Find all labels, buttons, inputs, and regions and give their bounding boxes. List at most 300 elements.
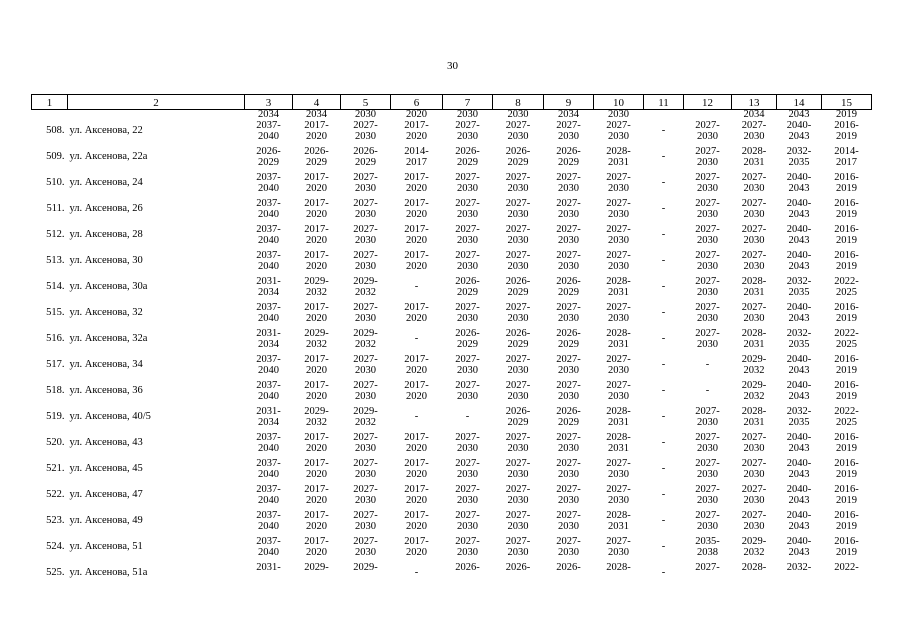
table-cell: 2027- 2030 (505, 484, 531, 506)
table-cell: 2040- 2043 (786, 354, 812, 376)
table-cell: 2017- 2020 (304, 302, 329, 324)
table-cell: 2027- 2030 (695, 406, 720, 428)
table-cell: 2027- 2030 (353, 224, 378, 246)
table-cell: 2017- 2020 (404, 536, 429, 558)
table-row (32, 537, 872, 563)
table-cell: 2027- 2030 (353, 484, 378, 506)
table-cell: 2027- 2030 (556, 380, 581, 402)
address: ул. Аксенова, 36 (69, 385, 143, 396)
table-cell: 2027- 2030 (741, 484, 767, 506)
table-cell: 2026- (505, 562, 531, 573)
table-cell: 2017- 2020 (304, 458, 329, 480)
address: ул. Аксенова, 26 (69, 203, 143, 214)
table-row (32, 173, 872, 199)
table-cell: 2037- 2040 (256, 484, 281, 506)
table-cell: 2028- 2031 (606, 432, 631, 454)
table-cell: 2022- 2025 (834, 406, 859, 428)
table-cell: 2027- 2030 (455, 172, 480, 194)
address: ул. Аксенова, 32 (69, 307, 143, 318)
table-cell: 2029- 2032 (353, 406, 378, 428)
table-cell: 2031- 2034 (256, 406, 281, 428)
table-cell: 2027- (695, 562, 720, 573)
address: ул. Аксенова, 40/5 (69, 411, 151, 422)
table-cell: 2026- 2029 (304, 146, 329, 168)
column-header: 1 (32, 95, 68, 110)
table-cell: 2040- 2043 (786, 172, 812, 194)
row-number: 519. (46, 411, 65, 422)
table-cell: 2028- 2031 (741, 146, 767, 168)
table-cell: 2027- 2030 (741, 172, 767, 194)
table-cell: 2020 (406, 109, 427, 120)
table-row (32, 199, 872, 225)
table-cell: 2030 (507, 109, 529, 120)
table-cell: 2027- 2030 (695, 172, 720, 194)
table-cell: 2040- 2043 (786, 224, 812, 246)
table-cell: 2026- 2029 (353, 146, 378, 168)
column-header: 11 (644, 95, 684, 110)
table-cell: 2017- 2020 (404, 510, 429, 532)
column-header: 15 (822, 95, 872, 110)
table-cell: 2027- 2030 (695, 250, 720, 272)
table-cell: 2029- 2032 (741, 354, 767, 376)
table-cell: 2027- 2030 (353, 458, 378, 480)
table-cell: 2027- 2030 (455, 224, 480, 246)
table-cell: 2027- 2030 (455, 484, 480, 506)
table-cell: 2016- 2019 (834, 432, 859, 454)
table-cell: 2027- 2030 (353, 380, 378, 402)
table-cell: 2037- 2040 (256, 536, 281, 558)
table-cell: 2027- 2030 (455, 510, 480, 532)
column-header: 4 (293, 95, 341, 110)
table-cell: - (661, 411, 666, 422)
table-cell: 2027- 2030 (505, 224, 531, 246)
row-number: 514. (46, 281, 65, 292)
table-cell: 2026- 2029 (556, 276, 581, 298)
table-cell: 2037- 2040 (256, 380, 281, 402)
table-cell: 2027- 2030 (695, 484, 720, 506)
table-cell: - (661, 177, 666, 188)
table-cell: 2028- 2031 (741, 328, 767, 350)
row-number: 509. (46, 151, 65, 162)
address: ул. Аксенова, 24 (69, 177, 143, 188)
address: ул. Аксенова, 22а (69, 151, 148, 162)
table-cell: 2026- 2029 (455, 276, 480, 298)
table-row (32, 511, 872, 537)
table-cell: 2027- 2030 (353, 198, 378, 220)
table-cell: 2034 (258, 109, 279, 120)
table-cell: 2027- 2030 (556, 536, 581, 558)
table-cell: 2027- 2030 (606, 354, 631, 376)
column-header: 13 (732, 95, 777, 110)
row-number: 515. (46, 307, 65, 318)
table-cell: 2017- 2020 (404, 120, 429, 142)
table-cell: 2016- 2019 (834, 510, 859, 532)
table-cell: 2016- 2019 (834, 120, 859, 142)
table-cell: 2027- 2030 (741, 458, 767, 480)
table-cell: 2037- 2040 (256, 302, 281, 324)
table-cell: 2016- 2019 (834, 536, 859, 558)
table-cell: 2022- (834, 562, 859, 573)
table-cell: 2027- 2030 (695, 432, 720, 454)
table-cell: 2016- 2019 (834, 224, 859, 246)
row-number: 520. (46, 437, 65, 448)
table-cell: 2027- 2030 (505, 380, 531, 402)
table-cell (644, 110, 684, 122)
table-row (32, 303, 872, 329)
table-cell: 2037- 2040 (256, 458, 281, 480)
address: ул. Аксенова, 32а (69, 333, 148, 344)
column-header: 12 (684, 95, 732, 110)
table-cell: 2027- 2030 (695, 276, 720, 298)
table-cell: 2026- 2029 (505, 406, 531, 428)
table-cell: 2034 (743, 109, 765, 120)
table-cell: 2027- 2030 (695, 224, 720, 246)
table-cell: 2027- 2030 (505, 510, 531, 532)
table-cell: 2037- 2040 (256, 354, 281, 376)
table-cell: 2040- 2043 (786, 302, 812, 324)
row-number: 522. (46, 489, 65, 500)
table-cell: 2027- 2030 (505, 198, 531, 220)
table-cell: 2027- 2030 (556, 484, 581, 506)
table-cell: 2027- 2030 (505, 458, 531, 480)
table-cell: 2029- (304, 562, 329, 573)
address: ул. Аксенова, 47 (69, 489, 143, 500)
table-cell: 2027- 2030 (556, 224, 581, 246)
table-cell: 2037- 2040 (256, 198, 281, 220)
table-cell (32, 110, 68, 122)
table-cell: - (661, 151, 666, 162)
table-cell: - (661, 281, 666, 292)
table-row (32, 225, 872, 251)
table-cell: 2029- 2032 (304, 406, 329, 428)
table-cell: 2027- 2030 (556, 250, 581, 272)
table-cell: 2017- 2020 (304, 250, 329, 272)
table-cell: 2027- 2030 (741, 224, 767, 246)
table-cell: 2027- 2030 (505, 120, 531, 142)
table-cell: 2027- 2030 (741, 302, 767, 324)
table-cell: 2027- 2030 (695, 302, 720, 324)
table-cell: 2027- 2030 (353, 536, 378, 558)
address: ул. Аксенова, 30а (69, 281, 148, 292)
table-cell: - (705, 359, 710, 370)
table-cell: 2037- 2040 (256, 172, 281, 194)
table-cell: 2028- 2031 (741, 276, 767, 298)
table-cell: 2027- 2030 (606, 536, 631, 558)
table-row (32, 277, 872, 303)
row-number: 508. (46, 125, 65, 136)
table-cell: 2016- 2019 (834, 380, 859, 402)
table-cell: 2028- (606, 562, 631, 573)
table-cell: 2029- 2032 (741, 536, 767, 558)
table-row (32, 563, 872, 589)
table-cell: 2027- 2030 (353, 510, 378, 532)
table-cell: 2028- 2031 (606, 510, 631, 532)
table-cell: 2027- 2030 (741, 432, 767, 454)
table-cell: 2040- 2043 (786, 484, 812, 506)
table-cell: 2027- 2030 (606, 250, 631, 272)
table-cell: - (661, 359, 666, 370)
table-cell: 2026- 2029 (505, 276, 531, 298)
table-cell: 2016- 2019 (834, 354, 859, 376)
table-cell: 2017- 2020 (304, 120, 329, 142)
table-cell: 2026- 2029 (256, 146, 281, 168)
table-cell: 2027- 2030 (353, 250, 378, 272)
table-cell: 2031- 2034 (256, 276, 281, 298)
table-cell: 2027- 2030 (556, 458, 581, 480)
table-cell: 2027- 2030 (606, 172, 631, 194)
table-cell: 2037- 2040 (256, 510, 281, 532)
table-row (32, 329, 872, 355)
table-cell: 2027- 2030 (353, 302, 378, 324)
table-cell: 2040- 2043 (786, 120, 812, 142)
table-cell: - (414, 567, 419, 578)
table-cell: 2027- 2030 (556, 198, 581, 220)
table-cell: 2017- 2020 (304, 484, 329, 506)
table-cell: 2028- 2031 (606, 328, 631, 350)
table-cell: 2027- 2030 (556, 432, 581, 454)
column-header: 2 (68, 95, 245, 110)
table-cell: - (661, 437, 666, 448)
table-cell: 2034 (558, 109, 579, 120)
table-cell: 2027- 2030 (695, 120, 720, 142)
table-cell: 2027- 2030 (353, 172, 378, 194)
table-cell: 2027- 2030 (505, 354, 531, 376)
table-cell: 2028- 2031 (741, 406, 767, 428)
table-cell: 2037- 2040 (256, 250, 281, 272)
table-cell: 2016- 2019 (834, 458, 859, 480)
row-number: 523. (46, 515, 65, 526)
table-cell: 2027- 2030 (556, 172, 581, 194)
table-cell: 2017- 2020 (304, 536, 329, 558)
table-cell: - (661, 125, 666, 136)
table-cell: 2026- (556, 562, 581, 573)
address: ул. Аксенова, 49 (69, 515, 143, 526)
table-cell: - (414, 281, 419, 292)
table-cell: 2040- 2043 (786, 432, 812, 454)
table-cell: 2037- 2040 (256, 224, 281, 246)
row-number: 521. (46, 463, 65, 474)
table-cell: 2017- 2020 (404, 172, 429, 194)
row-number: 518. (46, 385, 65, 396)
table-cell: 2037- 2040 (256, 120, 281, 142)
table-cell: 2043 (788, 109, 810, 120)
table-cell: 2031- 2034 (256, 328, 281, 350)
table-cell: 2027- 2030 (505, 172, 531, 194)
table-cell: 2017- 2020 (304, 198, 329, 220)
table-cell: 2027- 2030 (741, 198, 767, 220)
table-cell: 2016- 2019 (834, 250, 859, 272)
table-cell: 2027- 2030 (455, 458, 480, 480)
table-cell: 2031- (256, 562, 281, 573)
table-cell: 2026- 2029 (455, 146, 480, 168)
table-cell: 2026- 2029 (505, 146, 531, 168)
table-cell: 2027- 2030 (353, 120, 378, 142)
table-cell: - (465, 411, 470, 422)
table-cell: - (661, 229, 666, 240)
table-cell: 2027- 2030 (695, 458, 720, 480)
table-cell: 2027- 2030 (455, 250, 480, 272)
address: ул. Аксенова, 51 (69, 541, 143, 552)
table-cell: 2035- 2038 (695, 536, 720, 558)
table-cell: 2028- 2031 (606, 406, 631, 428)
table-cell: 2032- 2035 (786, 406, 812, 428)
table-cell: 2029- 2032 (353, 276, 378, 298)
table-cell: 2016- 2019 (834, 198, 859, 220)
table-cell: 2037- 2040 (256, 432, 281, 454)
table-cell: 2017- 2020 (404, 224, 429, 246)
table-cell: 2022- 2025 (834, 328, 859, 350)
table-cell: 2040- 2043 (786, 458, 812, 480)
table-row (32, 121, 872, 147)
table-cell: - (661, 541, 666, 552)
row-number: 512. (46, 229, 65, 240)
table-cell: 2016- 2019 (834, 172, 859, 194)
page-number: 30 (447, 60, 458, 72)
table-cell: 2028- (741, 562, 767, 573)
table-cell: 2029- (353, 562, 378, 573)
table-row (32, 407, 872, 433)
table-cell: 2029- 2032 (304, 276, 329, 298)
table-cell: 2032- 2035 (786, 276, 812, 298)
table-cell: - (414, 333, 419, 344)
table-cell: 2029- 2032 (304, 328, 329, 350)
table-cell: 2017- 2020 (404, 302, 429, 324)
address: ул. Аксенова, 34 (69, 359, 143, 370)
table-cell: 2027- 2030 (455, 354, 480, 376)
row-number: 525. (46, 567, 65, 578)
table-cell: 2026- 2029 (556, 146, 581, 168)
table-cell: - (661, 333, 666, 344)
header-row (32, 95, 872, 110)
table-row (32, 485, 872, 511)
table-cell: 2017- 2020 (304, 224, 329, 246)
table-cell: 2027- 2030 (695, 328, 720, 350)
table-cell: 2027- 2030 (606, 458, 631, 480)
address: ул. Аксенова, 51а (69, 567, 148, 578)
table-cell: 2030 (608, 109, 629, 120)
table-cell: 2016- 2019 (834, 484, 859, 506)
row-number: 516. (46, 333, 65, 344)
table-cell: 2040- 2043 (786, 510, 812, 532)
table-cell: 2027- 2030 (353, 432, 378, 454)
table-cell: 2027- 2030 (556, 510, 581, 532)
table-cell: 2027- 2030 (695, 146, 720, 168)
table-row (32, 355, 872, 381)
table-cell: 2027- 2030 (606, 484, 631, 506)
table-cell: 2027- 2030 (556, 354, 581, 376)
table-cell: - (661, 385, 666, 396)
table-cell: 2017- 2020 (404, 432, 429, 454)
table-cell: 2019 (836, 109, 857, 120)
column-header: 5 (341, 95, 391, 110)
address: ул. Аксенова, 30 (69, 255, 143, 266)
table-cell: 2027- 2030 (505, 250, 531, 272)
address: ул. Аксенова, 43 (69, 437, 143, 448)
table-cell: 2014- 2017 (404, 146, 429, 168)
table-cell: 2040- 2043 (786, 536, 812, 558)
table-cell: 2014- 2017 (834, 146, 859, 168)
table-cell: 2040- 2043 (786, 250, 812, 272)
table-cell: 2016- 2019 (834, 302, 859, 324)
column-header: 6 (391, 95, 443, 110)
table-cell: 2027- 2030 (505, 302, 531, 324)
table-cell: 2032- (786, 562, 812, 573)
schedule-table (31, 94, 872, 589)
table-cell: 2040- 2043 (786, 380, 812, 402)
table-row (32, 147, 872, 173)
table-cell: 2017- 2020 (404, 354, 429, 376)
table-cell: 2032- 2035 (786, 146, 812, 168)
table-cell: 2026- (455, 562, 480, 573)
table-cell: 2032- 2035 (786, 328, 812, 350)
table-cell: - (661, 463, 666, 474)
table-cell: 2027- 2030 (455, 120, 480, 142)
table-cell: 2017- 2020 (304, 380, 329, 402)
table-cell: 2027- 2030 (606, 302, 631, 324)
table-cell (68, 110, 245, 122)
table-cell: 2034 (306, 109, 327, 120)
table-cell: 2027- 2030 (741, 510, 767, 532)
table-cell: 2017- 2020 (404, 380, 429, 402)
table-cell: 2027- 2030 (606, 198, 631, 220)
row-number: 513. (46, 255, 65, 266)
table-cell: 2027- 2030 (741, 250, 767, 272)
table-cell: - (661, 255, 666, 266)
row-number: 517. (46, 359, 65, 370)
table-cell: - (414, 411, 419, 422)
address: ул. Аксенова, 28 (69, 229, 143, 240)
table-cell: 2028- 2031 (606, 276, 631, 298)
table-cell: - (661, 307, 666, 318)
address: ул. Аксенова, 45 (69, 463, 143, 474)
table-cell: 2027- 2030 (695, 510, 720, 532)
table-cell: 2017- 2020 (304, 354, 329, 376)
table-cell: 2027- 2030 (505, 536, 531, 558)
table-cell: 2027- 2030 (695, 198, 720, 220)
table-cell: 2026- 2029 (455, 328, 480, 350)
column-header: 3 (245, 95, 293, 110)
column-header: 10 (594, 95, 644, 110)
row-number: 511. (46, 203, 65, 214)
table-cell: 2017- 2020 (404, 250, 429, 272)
table-row (32, 459, 872, 485)
table-cell: 2027- 2030 (455, 536, 480, 558)
table-cell: 2028- 2031 (606, 146, 631, 168)
table-cell: 2027- 2030 (353, 354, 378, 376)
column-header: 8 (493, 95, 544, 110)
table-cell: 2029- 2032 (741, 380, 767, 402)
table-cell: - (705, 385, 710, 396)
table-cell: 2027- 2030 (741, 120, 767, 142)
table-row (32, 381, 872, 407)
table-cell: 2027- 2030 (455, 198, 480, 220)
table-cell: 2027- 2030 (455, 302, 480, 324)
table-cell: 2030 (457, 109, 478, 120)
table-cell: 2040- 2043 (786, 198, 812, 220)
table-cell: - (661, 489, 666, 500)
table-cell: - (661, 203, 666, 214)
table-cell: - (661, 567, 666, 578)
table-cell: 2026- 2029 (556, 328, 581, 350)
table-row (32, 251, 872, 277)
table-cell: - (661, 515, 666, 526)
table-cell: 2027- 2030 (606, 120, 631, 142)
table-cell: 2017- 2020 (304, 510, 329, 532)
table-cell: 2026- 2029 (505, 328, 531, 350)
table-cell: 2022- 2025 (834, 276, 859, 298)
table-row (32, 433, 872, 459)
table-cell: 2017- 2020 (304, 172, 329, 194)
